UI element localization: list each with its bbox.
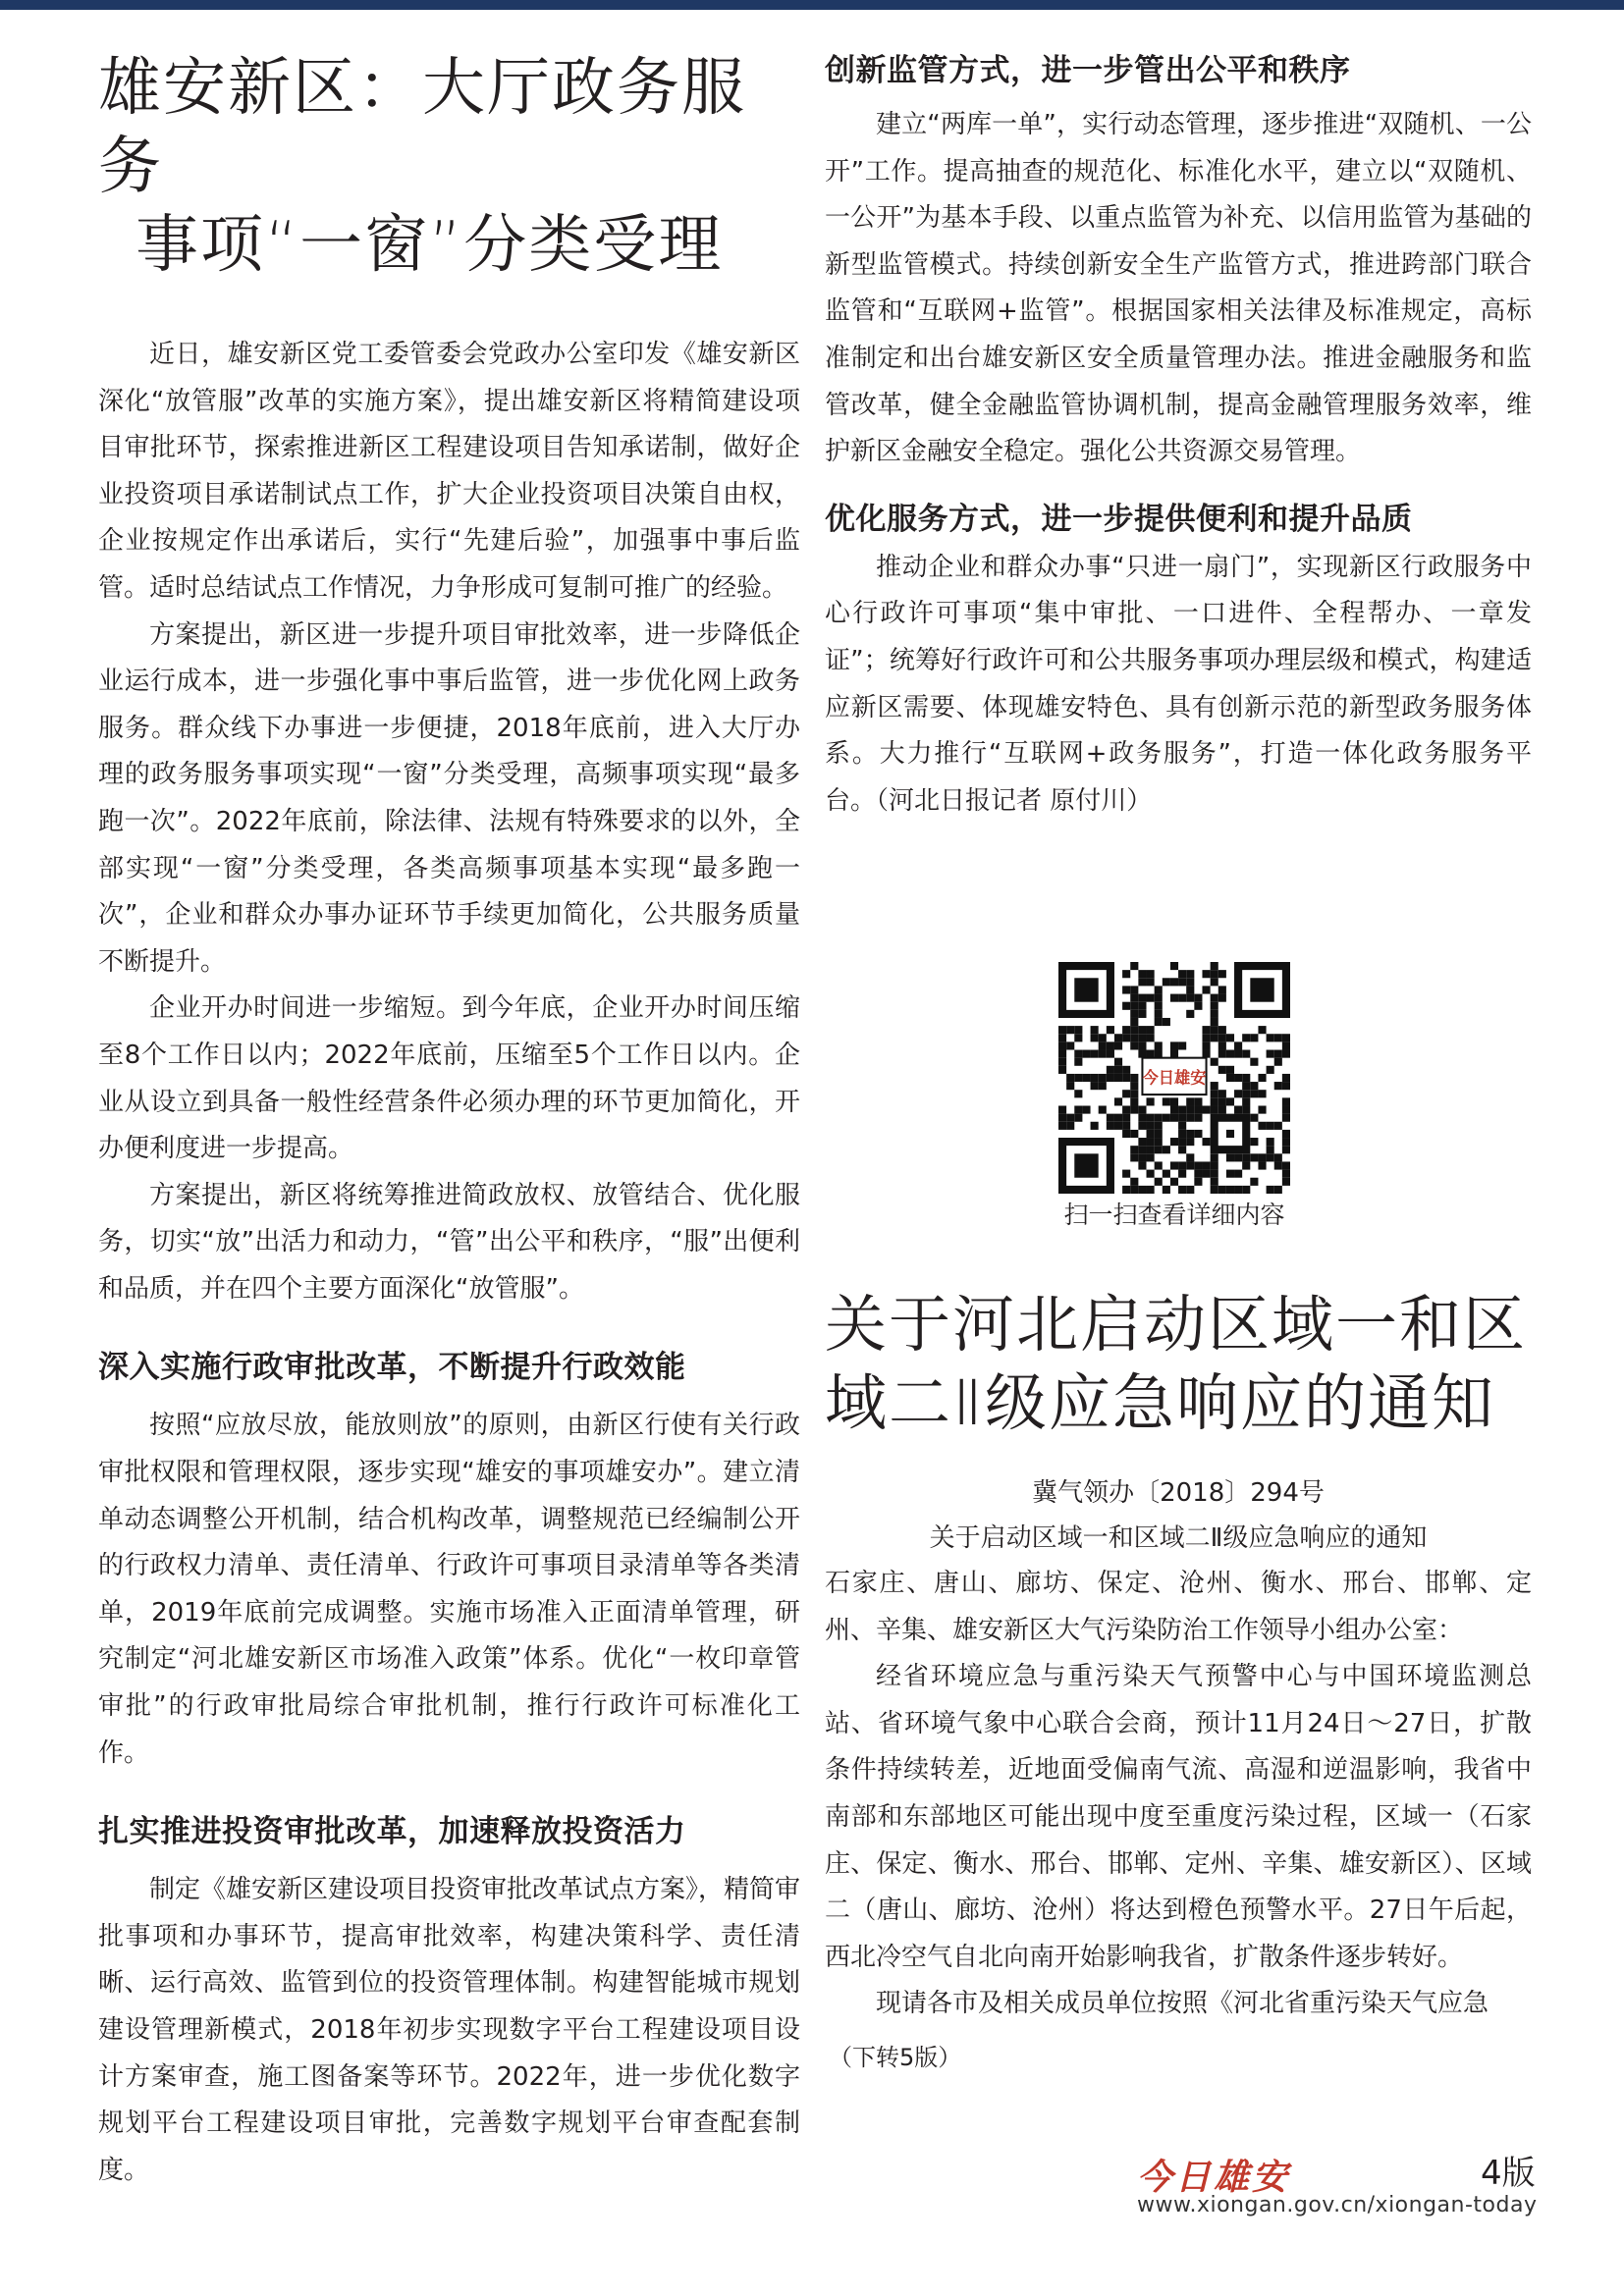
footer-logo: 今日雄安 [1137,2157,1291,2198]
notice-subtitle: 关于启动区域一和区域二Ⅱ级应急响应的通知 [929,1523,1428,1553]
article-paragraph: 企业开办时间进一步缩短。到今年底，企业开办时间压缩至8个工作日以内；2022年底前，压缩至5个工作日以内。企业从设立到具备一般性经营条件必须办理的环节更加简化，开办便利度进一步提高。 [98,993,800,1164]
headline-line-1: 雄安新区：大厅政务服务 [98,52,746,203]
left-column [98,49,800,2194]
section-body-investment-approval: 制定《雄安新区建设项目投资审批改革试点方案》，精简审批事项和办事环节，提高审批效率，构建决策科学、责任清晰、运行高效、监管到位的投资管理体制。构建智能城市规划建设管理新模式，2018年初步实现数字平台工程建设项目设计方案审查，施工图备案等环节。2022年，进一步优化数字规划平台工程建设项目审批，完善数字规划平台审查配套制度。 [98,1875,801,2185]
top-color-bar [0,0,1624,10]
footer-url[interactable]: www.xiongan.gov.cn/xiongan-today [1137,2193,1538,2217]
qr-center-label: 今日雄安 [1142,1068,1207,1088]
qr-code[interactable] [1058,962,1290,1194]
section-body-admin-approval: 按照“应放尽放，能放则放”的原则，由新区行使有关行政审批权限和管理权限，逐步实现“雄安的事项雄安办”。建立清单动态调整公开机制，结合机构改革，调整规范已经编制公开的行政权力清单、责任清单、行政许可事项目录清单等各类清单，2019年底前完成调整。实施市场准入正面清单管理，研究制定“河北雄安新区市场准入政策”体系。优化“一枚印章管审批”的行政审批局综合审批机制，推行行政许可标准化工作。 [98,1411,800,1768]
notice-article [825,1286,1532,2077]
notice-recipients: 石家庄、唐山、廊坊、保定、沧州、衡水、邢台、邯郸、定州、辛集、雄安新区大气污染防治工作领导小组办公室： [825,1569,1532,1645]
notice-headline-line-2: 域二Ⅱ级应急响应的通知 [825,1367,1496,1439]
notice-doc-number: 冀气领办〔2018〕294号 [1032,1478,1325,1508]
headline-line-2: 事项“一窗”分类受理 [135,209,724,282]
section-heading-admin-approval: 深入实施行政审批改革，不断提升行政效能 [98,1350,686,1386]
article-paragraph: 方案提出，新区将统筹推进简政放权、放管结合、优化服务，切实“放”出活力和动力，“管”出公平和秩序，“服”出便利和品质，并在四个主要方面深化“放管服”。 [98,1180,800,1304]
notice-headline-line-1: 关于河北启动区域一和区 [825,1289,1527,1361]
section-heading-service: 优化服务方式，进一步提供便利和提升品质 [825,501,1413,537]
qr-block [1058,962,1290,1233]
section-heading-investment-approval: 扎实推进投资审批改革，加速释放投资活力 [98,1814,686,1850]
right-column [825,49,1532,825]
section-body-service: 推动企业和群众办事“只进一扇门”，实现新区行政服务中心行政许可事项“集中审批、一口进件、全程帮办、一章发证”；统筹好行政许可和公共服务事项办理层级和模式，构建适应新区需要、体现雄安特色、具有创新示范的新型政务服务体系。大力推行“互联网+政务服务”，打造一体化政务服务平台。（河北日报记者 原付川） [825,552,1532,816]
notice-body-paragraph: 现请各市及相关成员单位按照《河北省重污染天气应急 [876,1989,1489,2019]
notice-body-paragraph: 经省环境应急与重污染天气预警中心与中国环境监测总站、省环境气象中心联合会商，预计11月24日～27日，扩散条件持续转差，近地面受偏南气流、高湿和逆温影响，我省中南部和东部地区可能出现中度至重度污染过程，区域一（石家庄、保定、衡水、邢台、邯郸、定州、辛集、雄安新区）、区域二（唐山、廊坊、沧州）将达到橙色预警水平。27日午后起，西北冷空气自北向南开始影响我省，扩散条件逐步转好。 [825,1662,1532,1972]
continued-note: （下转5版） [829,2043,962,2071]
section-heading-supervision: 创新监管方式，进一步管出公平和秩序 [825,53,1351,88]
notice-headline [825,1286,1532,1443]
page-number: 4版 [1481,2154,1536,2193]
qr-caption: 扫一扫查看详细内容 [1063,1201,1285,1229]
main-headline [98,49,800,285]
qr-alignment-pattern [1211,1114,1251,1154]
article-paragraph: 方案提出，新区进一步提升项目审批效率，进一步降低企业运行成本，进一步强化事中事后监管，进一步优化网上政务服务。群众线下办事进一步便捷，2018年底前，进入大厅办理的政务服务事项实现“一窗”分类受理，高频事项实现“最多跑一次”。2022年底前，除法律、法规有特殊要求的以外，全部实现“一窗”分类受理，各类高频事项基本实现“最多跑一次”，企业和群众办事办证环节手续更加简化，公共服务质量不断提升。 [98,619,800,977]
article-paragraph: 近日，雄安新区党工委管委会党政办公室印发《雄安新区深化“放管服”改革的实施方案》，提出雄安新区将精简建设项目审批环节，探索推进新区工程建设项目告知承诺制，做好企业投资项目承诺制试点工作，扩大企业投资项目决策自由权，企业按规定作出承诺后，实行“先建后验”，加强事中事后监管。适时总结试点工作情况，力争形成可复制可推广的经验。 [98,340,800,603]
section-body-supervision: 建立“两库一单”，实行动态管理，逐步推进“双随机、一公开”工作。提高抽查的规范化、标准化水平，建立以“双随机、一公开”为基本手段、以重点监管为补充、以信用监管为基础的新型监管模式。持续创新安全生产监管方式，推进跨部门联合监管和“互联网+监管”。根据国家相关法律及标准规定，高标准制定和出台雄安新区安全质量管理办法。推进金融服务和监管改革，健全金融监管协调机制，提高金融管理服务效率，维护新区金融安全稳定。强化公共资源交易管理。 [825,110,1532,467]
